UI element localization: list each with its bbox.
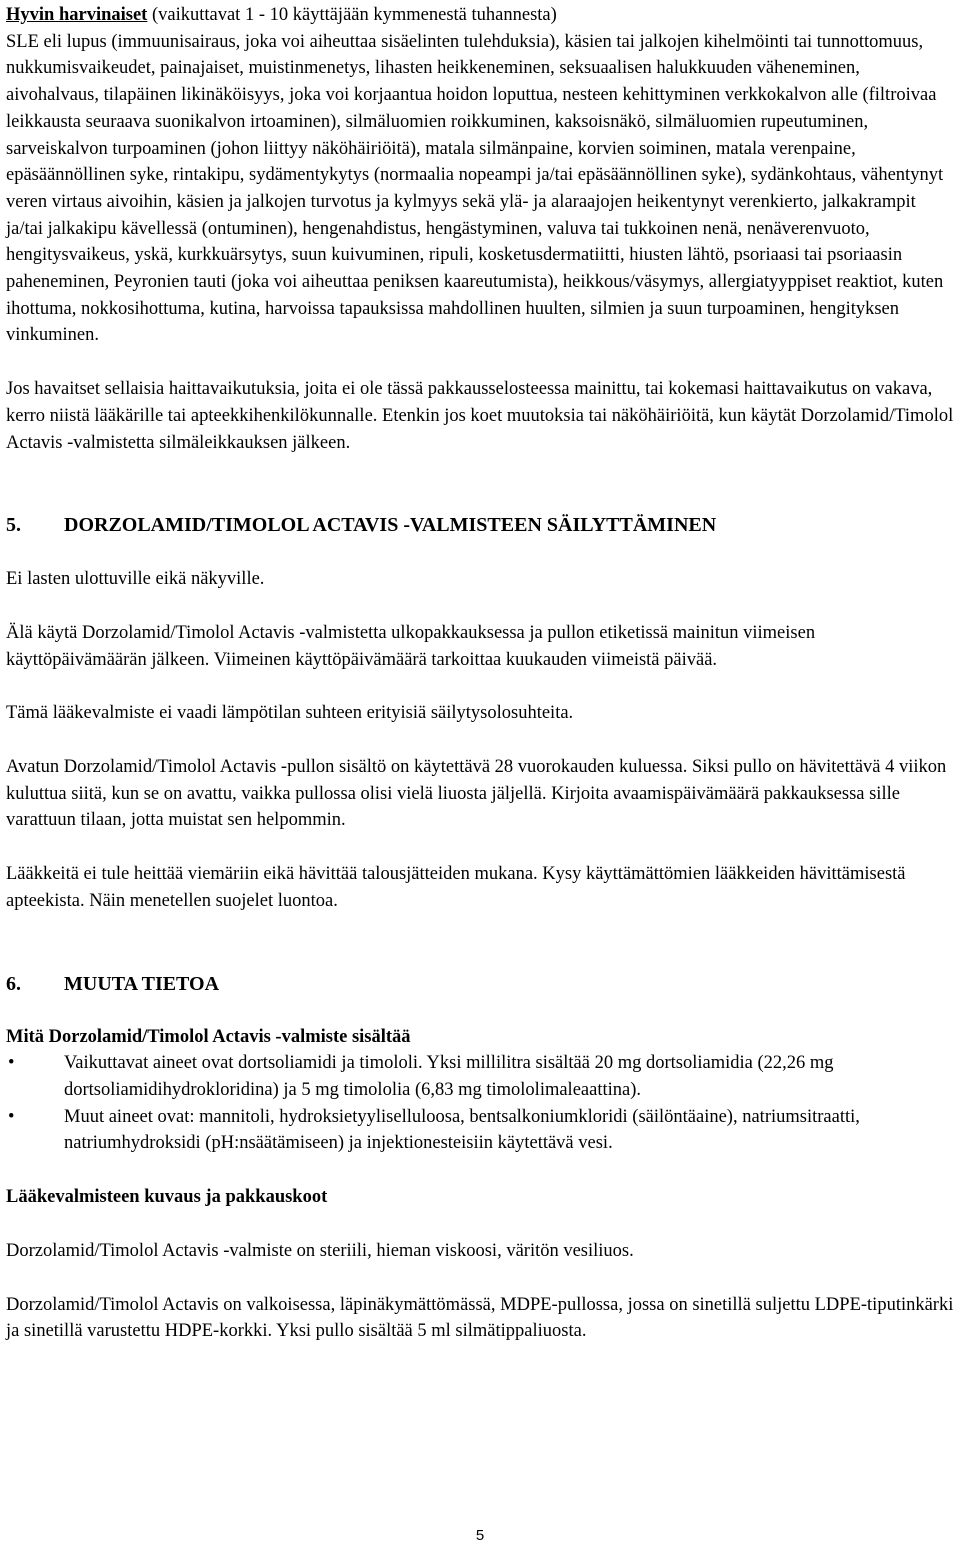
rare-effects-paragraph <box>6 0 956 349</box>
active-ingredients-text: Vaikuttavat aineet ovat dortsoliamidi ja timololi. Yksi millilitra sisältää 20 mg dortsoliamidia (22,26 mg dortsoliamidihydrokloridina) ja 5 mg timololia (6,83 mg timololimaleaattina). <box>64 1053 834 1100</box>
section-5-heading <box>6 511 956 539</box>
section-6-heading <box>6 970 956 998</box>
other-ingredients-text: Muut aineet ovat: mannitoli, hydroksietyyliselluloosa, bentsalkoniumkloridi (säilöntäaine), natriumsitraatti, natriumhydroksidi (pH:nsäätämiseen) ja injektionesteisiin käytettävä vesi. <box>64 1106 860 1154</box>
bullet-icon: • <box>8 1053 15 1074</box>
contents-heading: Mitä Dorzolamid/Timolol Actavis -valmiste sisältää <box>6 1026 411 1047</box>
description-heading: Lääkevalmisteen kuvaus ja pakkauskoot <box>6 1187 328 1208</box>
storage-paragraph-children: Ei lasten ulottuville eikä näkyville. <box>6 569 265 590</box>
rare-effects-lead: Hyvin harvinaiset <box>6 5 148 25</box>
ingredients-list-item-other <box>6 1104 956 1157</box>
section-5-title: DORZOLAMID/TIMOLOL ACTAVIS -VALMISTEEN SÄILYTTÄMINEN <box>64 514 717 537</box>
rare-effects-list-text: SLE eli lupus (immuunisairaus, joka voi aiheuttaa sisäelinten tulehduksia), käsien tai jalkojen kihelmöinti tai tunnottomuus, nukkumisvaikeudet, painajaiset, muistinmenetys, lihasten heikkeneminen, seksuaalisen halukkuuden väheneminen, aivohalvaus, tilapäinen likinäköisyys, joka voi korjaantua hoidon loputtua, nesteen kehittyminen verkkokalvon alle (filtroivaa leikkausta seuraava suonikalvon irtoaminen), silmäluomien roikkuminen, kaksoisnäkö, silmäluomien rupeutuminen, sarveiskalvon turpoaminen (johon liittyy näköhäiriöitä), matala silmänpaine, korvien soiminen, matala verenpaine, epäsäännöllinen syke, rintakipu, sydämentykytys (normaalia nopeampi ja/tai epäsäännöllinen syke), sydänkohtaus, vähentynyt veren virtaus aivoihin, käsien ja jalkojen turvotus ja kylmyys sekä ylä- ja alaraajojen heikentynyt verenkierto, jalkakrampit ja/tai jalkakipu kävellessä (ontuminen), hengenahdistus, hengästyminen, valuva tai tukkoinen nenä, nenäverenvuoto, hengitysvaikeus, yskä, kurkkuärsytys, suun kuivuminen, ripuli, kosketusdermatiitti, hiusten lähtö, psoriaasi tai psoriaasin paheneminen, Peyronien tauti (joka voi aiheuttaa peniksen kaareutumista), heikkous/väsymys, allergiatyyppiset reaktiot, kuten ihottuma, nokkosihottuma, kutina, harvoissa tapauksissa mahdollinen huulten, silmien ja suun turpoaminen, hengityksen vinkuminen. <box>6 31 944 346</box>
storage-paragraph-disposal: Lääkkeitä ei tule heittää viemäriin eikä hävittää talousjätteiden mukana. Kysy käyttämättömien lääkkeiden hävittämisestä apteekista. Näin menetellen suojelet luontoa. <box>6 864 906 911</box>
section-5-number: 5. <box>6 514 21 537</box>
report-effects-paragraph: Jos havaitset sellaisia haittavaikutuksia, joita ei ole tässä pakkausselosteessa mainittu, tai kokemasi haittavaikutus on vakava, kerro niistä lääkärille tai apteekkihenkilökunnalle. Etenkin jos koet muutoksia tai näköhäiriöitä, kun käytät Dorzolamid/Timolol Actavis -valmistetta silmäleikkauksen jälkeen. <box>6 379 954 453</box>
description-paragraph-packaging: Dorzolamid/Timolol Actavis on valkoisessa, läpinäkymättömässä, MDPE-pullossa, jossa on sinetillä suljettu LDPE-tiputinkärki ja sinetillä varustettu HDPE-korkki. Yksi pullo sisältää 5 ml silmätippaliuosta. <box>6 1294 954 1342</box>
leaflet-page <box>6 0 956 1345</box>
description-paragraph-solution: Dorzolamid/Timolol Actavis -valmiste on steriili, hieman viskoosi, väritön vesiliuos. <box>6 1240 634 1261</box>
section-6-title: MUUTA TIETOA <box>64 972 220 995</box>
ingredients-list <box>6 1050 956 1157</box>
storage-paragraph-opened-bottle: Avatun Dorzolamid/Timolol Actavis -pullon sisältö on käytettävä 28 vuorokauden kuluessa. Siksi pullo on hävitettävä 4 viikon kuluttua siitä, kun se on avattu, vaikka pullossa olisi vielä liuosta jäljellä. Kirjoita avaamispäivämäärä pakkauksessa sille varattuun tilaan, jotta muistat sen helpommin. <box>6 757 947 831</box>
bullet-icon: • <box>8 1106 15 1127</box>
page-number: 5 <box>475 1527 485 1544</box>
section-6-number: 6. <box>6 972 21 995</box>
ingredients-list-item-active <box>6 1050 956 1103</box>
storage-paragraph-expiry: Älä käytä Dorzolamid/Timolol Actavis -valmistetta ulkopakkauksessa ja pullon etiketissä mainitun viimeisen käyttöpäivämäärän jälkeen. Viimeinen käyttöpäivämäärä tarkoittaa kuukauden viimeistä päivää. <box>6 622 816 670</box>
rare-effects-frequency-note: (vaikuttavat 1 - 10 käyttäjään kymmenestä tuhannesta) <box>147 5 557 25</box>
storage-paragraph-temperature: Tämä lääkevalmiste ei vaadi lämpötilan suhteen erityisiä säilytysolosuhteita. <box>6 703 574 724</box>
